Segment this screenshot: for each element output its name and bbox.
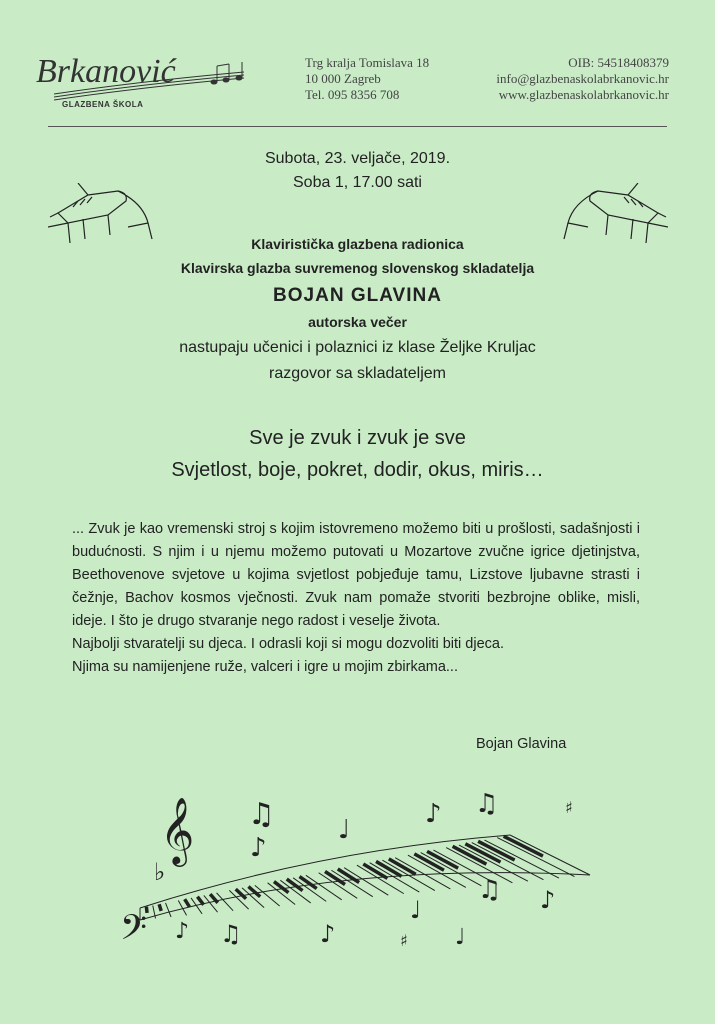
piano-black-key — [427, 851, 458, 868]
beamed-notes-icon: ♪ — [175, 919, 190, 944]
phone-line: Tel. 095 8356 708 — [305, 87, 400, 102]
piano-black-key — [197, 897, 203, 905]
quote-paragraph: Najbolji stvaratelji su djeca. I odrasli koji si mogu dozvoliti biti djeca. — [72, 636, 504, 652]
address-line: Trg kralja Tomislava 18 — [305, 55, 430, 70]
piano-black-key — [146, 907, 147, 913]
piano-black-key — [274, 882, 288, 893]
school-logo — [34, 42, 254, 104]
workshop-subtitle: Klavirska glazba suvremenog slovenskog skladatelja — [180, 260, 535, 276]
bass-clef-icon: 𝄢 — [120, 907, 148, 955]
quote-body — [72, 518, 640, 679]
header-divider — [48, 126, 667, 127]
school-address — [305, 55, 429, 103]
oib-line: OIB: 54518408379 — [568, 55, 669, 70]
piano-white-key — [166, 903, 172, 917]
eighth-note-icon: ♪ — [250, 833, 267, 863]
school-contact — [496, 55, 669, 103]
piano-white-key — [217, 893, 234, 911]
flat-icon: ♭ — [154, 858, 166, 886]
evening-type: autorska večer — [308, 314, 407, 330]
beamed-notes-icon: ♫ — [478, 875, 502, 905]
email-line: info@glazbenaskolabrkanovic.hr — [496, 71, 669, 86]
piano-keyboard-icon — [140, 835, 590, 920]
eighth-note-icon: ♩ — [338, 815, 351, 845]
logo-subtitle: GLAZBENA ŠKOLA — [62, 100, 144, 109]
piano-black-key — [478, 841, 515, 860]
piano-white-key — [293, 878, 326, 902]
sharp-icon: ♯ — [400, 931, 408, 950]
piano-white-key — [408, 855, 466, 887]
event-room-time: Soba 1, 17.00 sati — [293, 174, 422, 191]
piano-black-key — [287, 879, 303, 891]
piano-black-key — [299, 877, 316, 889]
eighth-note-icon: ♪ — [320, 920, 336, 948]
sharp-icon: ♯ — [565, 798, 573, 817]
performers-line: nastupaju učenici i polaznici iz klase Željke Kruljac — [179, 339, 536, 356]
piano-black-key — [465, 844, 500, 862]
workshop-title: Klaviristička glazbena radionica — [251, 236, 464, 252]
talk-line: razgovor sa skladateljem — [269, 365, 446, 382]
eighth-note-icon: ♪ — [540, 886, 556, 914]
signature: Bojan Glavina — [476, 736, 567, 752]
piano-black-key — [453, 846, 487, 864]
piano-black-key — [159, 904, 161, 911]
beamed-notes-icon: ♫ — [248, 797, 275, 832]
logo-wordmark: Brkanović — [36, 53, 176, 90]
eighth-note-icon: ♩ — [410, 896, 422, 924]
eighth-note-icon: ♩ — [455, 925, 466, 950]
composer-name: BOJAN GLAVINA — [273, 285, 442, 306]
eighth-note-icon: ♪ — [425, 799, 442, 829]
quote-paragraph: ... Zvuk je kao vremenski stroj s kojim istovremeno možemo biti u prošlosti, sadašnjosti i budućnosti. S njim i u njemu možemo putovati u Mozartove zvučne igrice djetinjstva, Beethovenove svjetove u kojima svjetlost pobjeđuje tamu, Lizstove ljubavne strasti i čežnje, Bachov kosmos vječnosti. Zvuk nam pomaže stvoriti bezbrojne oblike, misli, ideje. I što je drugo stvaranje nego radost i veselje života. — [72, 521, 640, 629]
motto-line-2: Svjetlost, boje, pokret, dodir, okus, miris… — [171, 459, 544, 481]
address-line: 10 000 Zagreb — [305, 71, 381, 86]
event-date-block — [0, 147, 715, 195]
piano-black-key — [185, 899, 190, 907]
beamed-notes-icon: ♫ — [220, 920, 242, 948]
piano-white-key — [331, 870, 372, 896]
event-date: Subota, 23. veljače, 2019. — [264, 150, 451, 167]
treble-clef-icon: 𝄞 — [160, 796, 195, 864]
beamed-notes-icon: ♫ — [475, 789, 499, 819]
motto-line-1: Sve je zvuk i zvuk je sve — [249, 427, 466, 449]
website-line: www.glazbenaskolabrkanovic.hr — [498, 87, 669, 102]
quote-paragraph: Njima su namijenjene ruže, valceri i igre u mojim zbirkama... — [72, 659, 458, 675]
piano-white-key — [344, 868, 388, 895]
music-illustration — [120, 780, 600, 955]
